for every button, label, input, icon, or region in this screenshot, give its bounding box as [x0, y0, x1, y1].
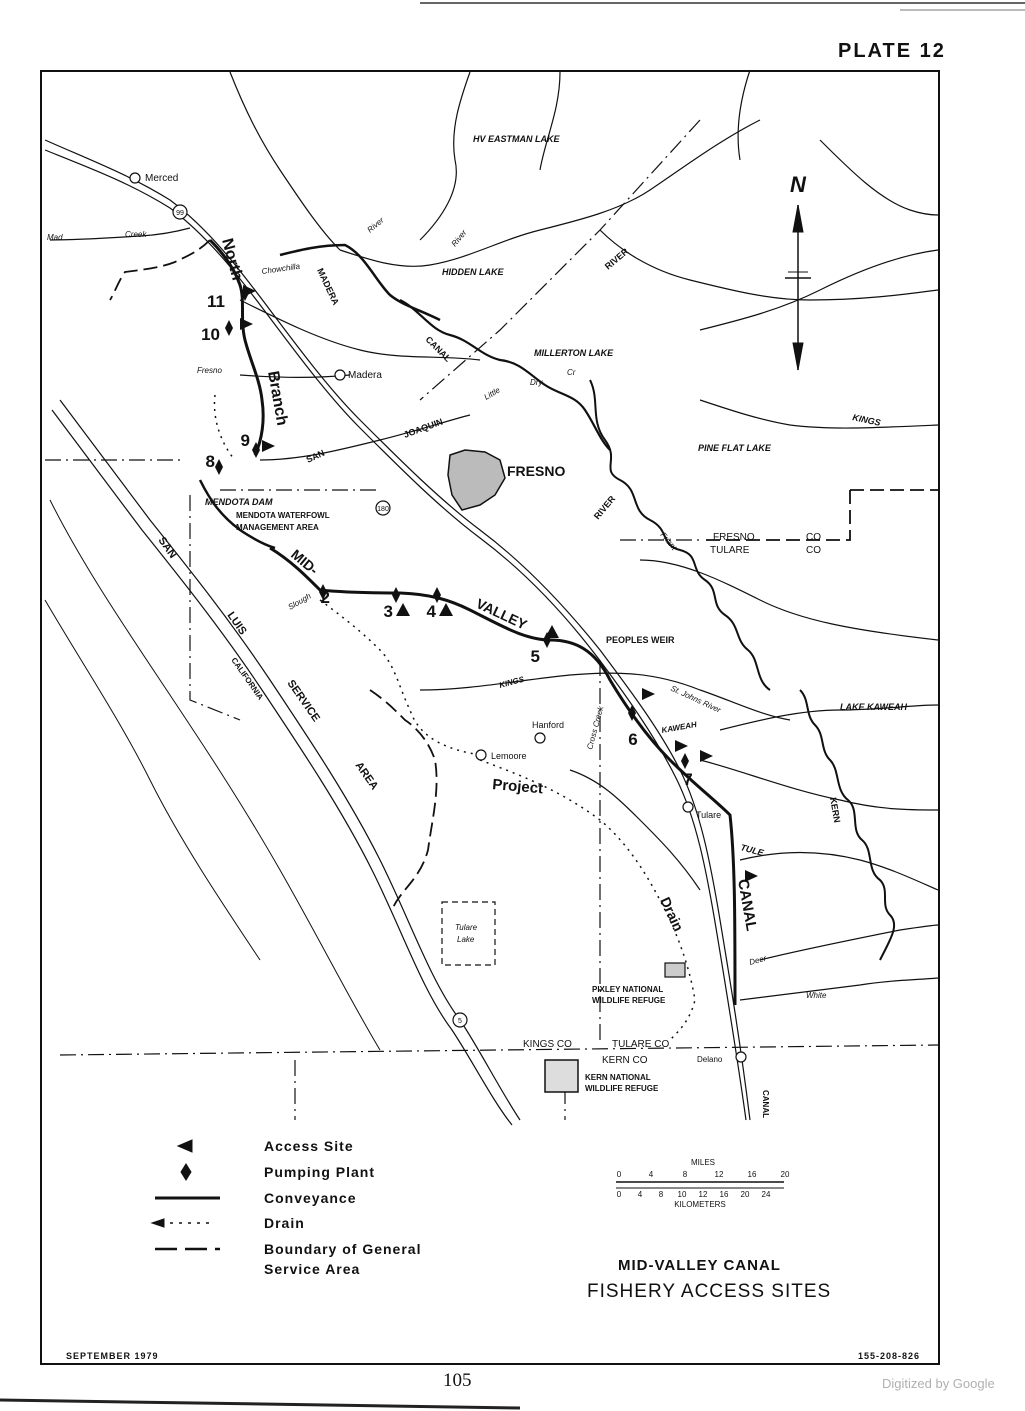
highway-99: [45, 140, 750, 1120]
label-fresno-city: FRESNO: [507, 463, 566, 479]
river-line: [50, 228, 190, 240]
site-number: 9: [240, 431, 250, 450]
label-pine-flat: PINE FLAT LAKE: [698, 443, 771, 453]
label-san-luis: SAN: [155, 534, 179, 561]
label-hidden-lake: HIDDEN LAKE: [442, 267, 504, 277]
label-river: River: [365, 215, 386, 235]
river-line: [540, 72, 560, 170]
river-line: [640, 560, 938, 640]
label-dry: Dry: [530, 378, 543, 387]
river-line: [700, 400, 938, 428]
site-number: 5: [530, 647, 540, 666]
label-n-arrow: N: [790, 172, 806, 197]
foothill-line: [45, 600, 260, 960]
north-arrow: [785, 205, 811, 370]
label-deer: Deer: [748, 953, 768, 967]
label-mendota-wfa: MENDOTA WATERFOWL: [236, 511, 330, 520]
lemoore-marker: [476, 750, 486, 760]
label-tulare-lake-2: Lake: [457, 935, 475, 944]
label-delano: Delano: [697, 1055, 723, 1064]
river-line: [820, 140, 938, 215]
label-north: North: [218, 236, 246, 283]
site-number: 10: [201, 325, 220, 344]
label-white: White: [806, 991, 827, 1000]
scale-tick: 8: [658, 1190, 664, 1199]
label-luis: LUIS: [224, 609, 249, 638]
label-millerton: MILLERTON LAKE: [534, 348, 614, 358]
label-co2: CO: [806, 545, 821, 556]
label-service: SERVICE: [284, 677, 322, 725]
access-site-icon: [700, 750, 713, 762]
river-line: [740, 978, 938, 1000]
label-canal-big: CANAL: [734, 877, 760, 933]
label-merced: Merced: [145, 173, 179, 184]
foothill-line: [50, 500, 380, 1050]
label-tulare-lake: Tulare: [455, 923, 478, 932]
label-canal: CANAL: [423, 334, 453, 364]
label-joaquin: JOAQUIN: [402, 416, 445, 440]
label-lemoore: Lemoore: [491, 751, 527, 761]
scale-tick: 12: [698, 1190, 708, 1199]
access-site-icon: [240, 318, 253, 330]
label-lake-kaweah: LAKE KAWEAH: [840, 702, 907, 712]
legend-drain: Drain: [264, 1215, 305, 1231]
label-river-sj: RIVER: [602, 246, 631, 272]
scan-edge: [0, 1400, 520, 1408]
site-numbers: [201, 292, 693, 789]
river-line: [740, 853, 938, 891]
madera-marker: [335, 370, 345, 380]
map-linework: [45, 70, 938, 1125]
scale-tick: 20: [780, 1170, 790, 1179]
label-fresno-co: FRESNO: [713, 532, 755, 543]
label-mad: Mad: [47, 233, 63, 242]
site-number: 3: [383, 602, 393, 621]
map-labels: [47, 134, 907, 1118]
digitized-credit: Digitized by Google: [882, 1376, 995, 1391]
drain-line: [214, 395, 235, 460]
page-number: 105: [443, 1370, 472, 1391]
label-canal-kern: CANAL: [761, 1090, 770, 1118]
access-site-icon: [675, 740, 688, 752]
legend-pumping-plant: Pumping Plant: [264, 1164, 375, 1180]
river-line: [230, 72, 340, 250]
service-area-boundary: [370, 690, 437, 910]
label-kern-nwr-2: WILDLIFE REFUGE: [585, 1084, 659, 1093]
pixley-nwr-area: [665, 963, 685, 977]
legend-symbols: [152, 1140, 220, 1249]
label-tulare-co2: TULARE CO: [612, 1039, 670, 1050]
label-madera: MADERA: [315, 266, 341, 307]
map-subtitle: FISHERY ACCESS SITES: [587, 1281, 832, 1302]
drain-arrow-icon: [152, 1219, 164, 1227]
label-pixley-2: WILDLIFE REFUGE: [592, 996, 666, 1005]
legend-conveyance: Conveyance: [264, 1190, 357, 1206]
pumping-plant-icon: [433, 587, 441, 603]
label-mendota-wfa-2: MANAGEMENT AREA: [236, 523, 319, 532]
merced-marker: [130, 173, 140, 183]
site-number: 6: [628, 730, 638, 749]
scale-tick: 10: [677, 1190, 687, 1199]
river-line: [420, 72, 470, 240]
label-little: Little: [482, 385, 502, 402]
river-line: [700, 760, 938, 810]
scale-tick: 4: [648, 1170, 654, 1179]
label-mid: MID-: [288, 546, 322, 578]
label-california: CALIFORNIA: [229, 655, 266, 702]
hanford-marker: [535, 733, 545, 743]
site-number: 2: [320, 588, 330, 607]
label-tule: TULE: [739, 842, 765, 859]
tulare-lake-outline: [442, 902, 495, 965]
pumping-plant-icon: [225, 320, 233, 336]
river-line: [738, 70, 750, 160]
label-peoples-weir: PEOPLES WEIR: [606, 635, 675, 645]
scale-bar: [616, 1182, 784, 1188]
footer-date: SEPTEMBER 1979: [66, 1351, 159, 1361]
delano-marker: [736, 1052, 746, 1062]
scale-km-label: KILOMETERS: [674, 1200, 726, 1209]
scale-miles-label: MILES: [690, 1158, 716, 1167]
label-hwy99: 99: [176, 210, 184, 217]
label-tulare-co: TULARE: [710, 545, 750, 556]
label-cross-creek: Cross Creek: [585, 705, 606, 751]
legend-access-site: Access Site: [264, 1138, 354, 1154]
label-kern-nwr: KERN NATIONAL: [585, 1073, 651, 1082]
pumping-plant-icon: [392, 587, 400, 603]
label-hwy5: 5: [458, 1018, 462, 1025]
label-chowchilla: Chowchilla: [261, 261, 301, 276]
label-project: Project: [491, 776, 544, 798]
county-line: [190, 495, 240, 720]
interstate-5: [60, 400, 520, 1120]
legend-boundary-2: Service Area: [264, 1261, 361, 1277]
label-creek: Creek: [125, 230, 147, 239]
service-area-boundary: [110, 240, 210, 300]
tulare-marker: [683, 802, 693, 812]
access-site-icon: [396, 603, 410, 616]
label-kaweah: KAWEAH: [660, 719, 698, 735]
scale-tick: 12: [714, 1170, 724, 1179]
label-tulare: Tulare: [696, 810, 722, 820]
label-hanford: Hanford: [532, 720, 565, 730]
access-site-icon: [178, 1140, 192, 1152]
plate-number: PLATE 12: [838, 40, 946, 62]
access-site-icon: [439, 603, 453, 616]
label-friant: Friant: [658, 530, 679, 552]
map-title: MID-VALLEY CANAL: [618, 1257, 781, 1274]
legend-labels: [264, 1138, 421, 1277]
scale-tick: 20: [740, 1190, 750, 1199]
chowchilla-canal: [280, 245, 440, 320]
label-drain: Drain: [657, 894, 687, 934]
river-line: [700, 250, 938, 330]
label-branch: Branch: [264, 369, 291, 427]
scale-tick: 8: [682, 1170, 688, 1179]
pumping-plant-icon: [681, 753, 689, 769]
label-madera-town: Madera: [348, 370, 382, 381]
drain-line: [320, 600, 480, 755]
scale-tick: 16: [719, 1190, 729, 1199]
label-mendota-dam: MENDOTA DAM: [205, 497, 273, 507]
site-number: 4: [426, 602, 436, 621]
label-hv-eastman: HV EASTMAN LAKE: [473, 134, 560, 144]
site-number: 11: [207, 292, 225, 311]
label-san: SAN: [304, 447, 327, 465]
label-slough: Slough: [286, 591, 313, 612]
label-cr: Cr: [567, 368, 576, 377]
label-kern-co: KERN CO: [602, 1055, 648, 1066]
scale-tick: 24: [761, 1190, 771, 1199]
fresno-city-area: [448, 450, 505, 510]
label-kings2: KINGS: [498, 674, 525, 690]
scale-tick: 4: [637, 1190, 643, 1199]
county-line: [60, 1045, 938, 1055]
label-area: AREA: [352, 759, 381, 793]
label-fresno-slough: Fresno: [197, 366, 222, 375]
scale-labels: [617, 1158, 790, 1209]
kaweah-river-meander: [800, 690, 894, 960]
label-river-kings: RIVER: [591, 493, 618, 522]
river-line: [420, 673, 790, 720]
label-valley: VALLEY: [473, 595, 530, 633]
river-line: [600, 230, 938, 300]
site-number: 8: [205, 452, 215, 471]
kern-nwr-area: [545, 1060, 578, 1092]
footer-number: 155-208-826: [858, 1351, 921, 1361]
label-co1: CO: [806, 532, 821, 543]
site-number: 7: [683, 770, 693, 789]
scale-tick: 0: [616, 1170, 622, 1179]
access-site-icon: [262, 440, 275, 452]
legend-boundary: Boundary of General: [264, 1241, 422, 1257]
pumping-plant-icon: [215, 459, 223, 475]
river-line: [760, 925, 938, 960]
label-kern: KERN: [828, 796, 843, 824]
label-hwy180: 180: [377, 506, 389, 513]
scale-tick: 0: [616, 1190, 622, 1199]
label-pixley: PIXLEY NATIONAL: [592, 985, 664, 994]
access-site-icon: [642, 688, 655, 700]
pumping-plant-icon: [181, 1164, 191, 1180]
label-kings-co: KINGS CO: [523, 1039, 572, 1050]
scale-tick: 16: [747, 1170, 757, 1179]
label-river: River: [449, 228, 469, 249]
label-kings: KINGS: [851, 412, 882, 428]
label-st-johns: St. Johns River: [669, 683, 723, 715]
